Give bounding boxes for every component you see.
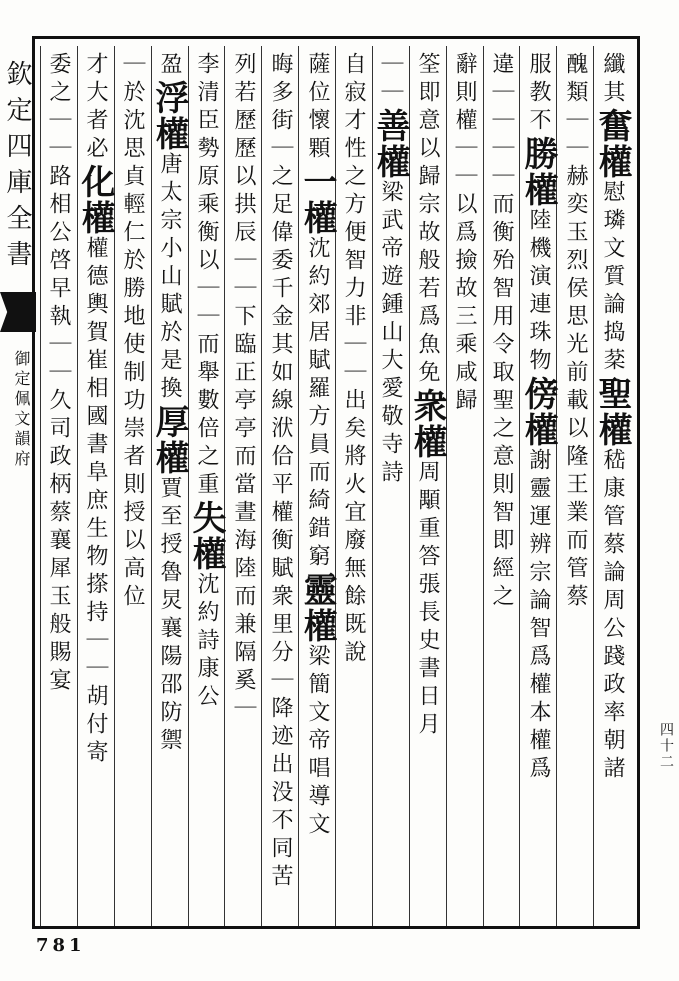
column-text: 委之｜｜ <box>46 52 71 164</box>
lemma-heading: 奮權 <box>592 108 632 180</box>
column-text: 醜類 <box>563 52 588 108</box>
column-text: ｜降迹出没不同苦 <box>268 668 293 892</box>
column-text: 自寂 <box>341 52 366 108</box>
lemma-heading: 厚權 <box>149 404 189 476</box>
collection-title: 欽定四庫全書 <box>2 60 32 276</box>
lemma-heading: 聖權 <box>592 376 632 448</box>
page-footer-number: 781 <box>36 935 86 956</box>
column-text: 違｜｜ <box>489 52 514 136</box>
book-title: 御定佩文韻府 <box>12 350 31 470</box>
column-text: ｜｜ <box>378 52 403 108</box>
text-column <box>407 52 447 740</box>
column-text: 纖其 <box>600 52 625 108</box>
column-text: 列若歷歷以拱辰｜｜下臨正亭亭而當晝 <box>231 52 256 528</box>
text-column <box>115 52 149 612</box>
text-column <box>226 52 260 724</box>
column-text: 服教不 <box>526 52 551 136</box>
column-text: 權德輿賀崔相國書阜庶生物搽持｜｜胡付寄 <box>83 236 108 768</box>
column-text: 梁簡文帝唱導文 <box>305 644 330 840</box>
lemma-heading: 勝權 <box>518 136 558 208</box>
column-text: 周顒重答張長史書日月 <box>415 460 440 740</box>
column-text: 路相公啓早執｜｜久司政柄蔡襄犀玉般賜宴 <box>46 164 71 696</box>
lemma-heading: 傍權 <box>518 376 558 448</box>
lemma-heading: 善權 <box>370 108 410 180</box>
column-text: 薩位懷顆 <box>305 52 330 164</box>
column-text: 唐太宗小山賦於是換 <box>157 152 182 404</box>
column-text: ｜｜赫奕玉烈 <box>563 108 588 276</box>
column-text: 沈約詩康公 <box>194 572 219 712</box>
column-text: 盈 <box>157 52 182 80</box>
column-text: 辭則權｜｜以爲撿故三乘咸歸 <box>452 52 477 416</box>
column-text: 筌即意以歸宗故般若爲魚免 <box>415 52 440 388</box>
lemma-heading: 化權 <box>75 164 115 236</box>
column-text: 陸機演連珠物 <box>526 208 551 376</box>
fishtail-mark <box>0 292 36 332</box>
text-column <box>186 52 226 712</box>
text-column <box>41 52 75 696</box>
column-text: 李清臣勢原乘衡以｜｜而舉數倍之重 <box>194 52 219 500</box>
text-column <box>149 52 189 756</box>
column-text: ｜｜而衡殆 <box>489 136 514 276</box>
lemma-heading: 衆權 <box>407 388 447 460</box>
column-rule <box>224 46 225 926</box>
column-text: 出矣將火宜廢無餘既說 <box>341 388 366 668</box>
column-rule <box>261 46 262 926</box>
text-column <box>75 52 115 768</box>
column-text: 賈至授魯炅襄陽邵防禦 <box>157 476 182 756</box>
column-text: 智用令取聖之意則智即經之 <box>489 276 514 612</box>
column-text: 慰璘文質論捣棻 <box>600 180 625 376</box>
lemma-heading: 失權 <box>186 500 226 572</box>
text-column <box>297 52 337 840</box>
column-text: 侯思光前載以隆王業而管蔡 <box>563 276 588 612</box>
text-column <box>592 52 632 784</box>
folio-number: 四十二 <box>658 722 674 770</box>
text-column <box>484 52 518 612</box>
column-text: 沈約郊居賦羅方員而綺錯窮 <box>305 236 330 572</box>
text-column <box>447 52 481 416</box>
column-text: ｜於沈思貞輕仁於勝地 <box>120 52 145 332</box>
text-column <box>263 52 297 892</box>
lemma-heading: 一權 <box>297 164 337 236</box>
column-text: 謝靈運辨宗論智爲權本權爲 <box>526 448 551 784</box>
column-text: 梁武帝遊鍾山大愛敬寺詩 <box>378 180 403 488</box>
column-text: 使制功崇者則授以高位 <box>120 332 145 612</box>
text-column <box>558 52 592 612</box>
column-text: ｜之足偉委千金其如線洑佮平權衡賦衆里分 <box>268 136 293 668</box>
text-column <box>336 52 370 668</box>
column-text: 才大者必 <box>83 52 108 164</box>
column-text: 才性之方便智力非｜｜ <box>341 108 366 388</box>
column-text: 晦多街 <box>268 52 293 136</box>
lemma-heading: 靈權 <box>297 572 337 644</box>
column-text: 嵇康管蔡論周公踐政率朝諸 <box>600 448 625 784</box>
text-column <box>518 52 558 784</box>
lemma-heading: 浮權 <box>149 80 189 152</box>
column-text: 海陸而兼隔奚｜ <box>231 528 256 724</box>
text-column <box>370 52 410 488</box>
